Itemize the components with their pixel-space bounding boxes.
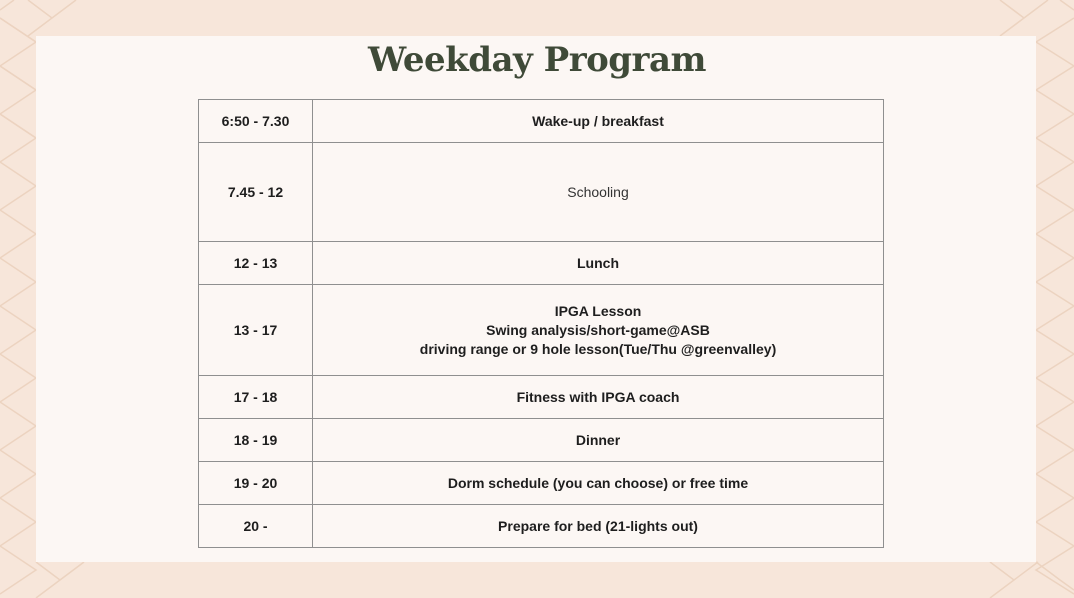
time-cell: 20 - — [199, 505, 313, 548]
activity-text: Wake-up / breakfast — [532, 112, 664, 129]
activity-cell — [313, 462, 884, 505]
time-cell: 17 - 18 — [199, 376, 313, 419]
activity-text: IPGA Lesson — [554, 302, 642, 319]
activity-cell — [313, 143, 884, 242]
time-cell: 18 - 19 — [199, 419, 313, 462]
table-row — [199, 462, 884, 505]
activity-text: Prepare for bed (21-lights out) — [498, 517, 698, 534]
table-row — [199, 505, 884, 548]
activity-text: driving range or 9 hole lesson(Tue/Thu @greenvalley) — [419, 340, 777, 357]
activity-text: Schooling — [567, 183, 629, 200]
table-row — [199, 285, 884, 376]
activity-cell — [313, 100, 884, 143]
time-cell: 6:50 - 7.30 — [199, 100, 313, 143]
activity-text: Fitness with IPGA coach — [516, 388, 680, 405]
table-row — [199, 143, 884, 242]
table-row — [199, 419, 884, 462]
table-row — [199, 242, 884, 285]
table-row — [199, 100, 884, 143]
activity-cell — [313, 376, 884, 419]
activity-cell — [313, 505, 884, 548]
table-row — [199, 376, 884, 419]
activity-text: Dinner — [575, 431, 621, 448]
time-cell: 13 - 17 — [199, 285, 313, 376]
time-cell: 12 - 13 — [199, 242, 313, 285]
time-cell: 19 - 20 — [199, 462, 313, 505]
activity-cell — [313, 419, 884, 462]
activity-cell — [313, 285, 884, 376]
activity-text: Lunch — [577, 254, 619, 271]
activity-text: Dorm schedule (you can choose) or free time — [447, 474, 749, 491]
page-title: Weekday Program — [368, 40, 706, 80]
activity-text: Swing analysis/short-game@ASB — [486, 321, 710, 338]
activity-cell — [313, 242, 884, 285]
time-cell: 7.45 - 12 — [199, 143, 313, 242]
schedule-table — [198, 99, 884, 548]
